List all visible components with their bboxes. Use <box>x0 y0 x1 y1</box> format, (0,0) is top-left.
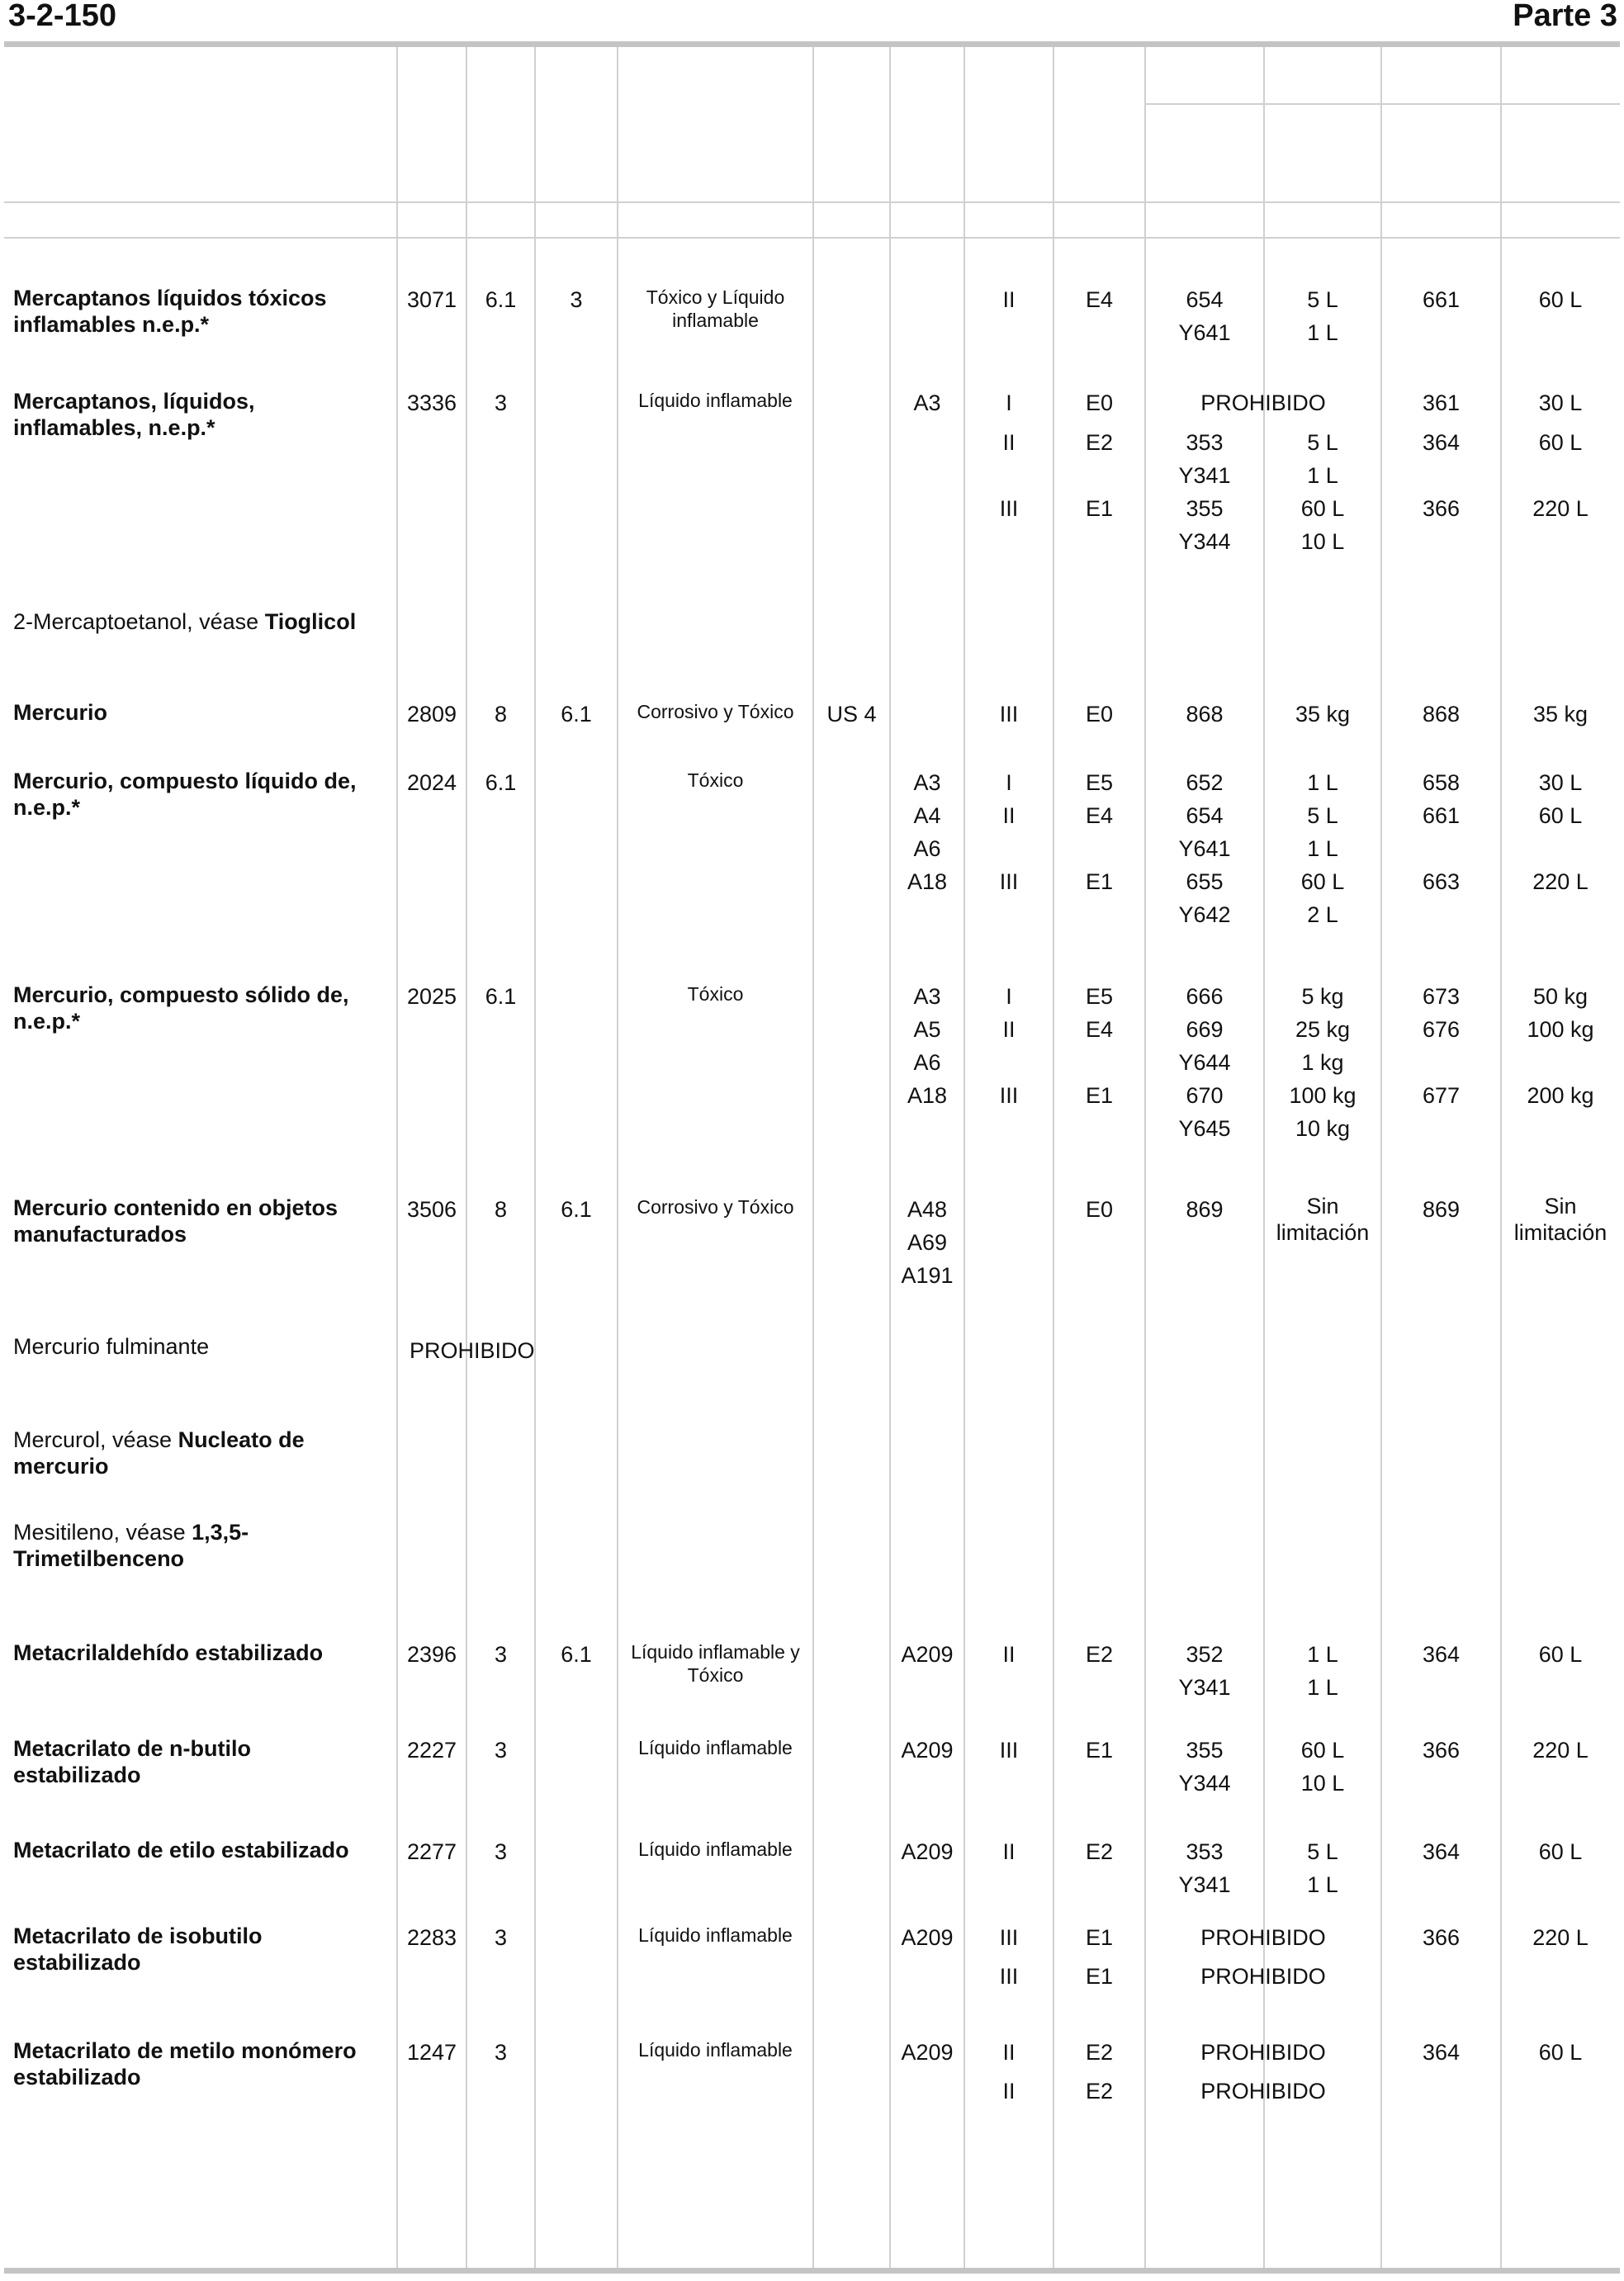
cargo-packing-instruction: 364 <box>1422 2040 1461 2065</box>
hazard-labels: Líquido inflamable <box>638 1737 793 1758</box>
header-col-11 <box>1264 50 1381 200</box>
packing-group: II <box>1002 2040 1016 2065</box>
class-division: 8 <box>494 702 508 726</box>
forbidden-passenger: PROHIBIDO <box>1200 1964 1326 1989</box>
pax-packing-instruction: Y641 <box>1178 836 1231 861</box>
cargo-packing-instruction: 673 <box>1422 984 1461 1009</box>
pax-packing-instruction: 669 <box>1186 1017 1224 1042</box>
header-col-1 <box>4 50 397 200</box>
cargo-max-quantity: 220 L <box>1532 1925 1588 1950</box>
pax-max-quantity: 1 kg <box>1301 1050 1344 1075</box>
header-col-9 <box>1053 50 1145 200</box>
packing-group: III <box>999 1083 1019 1108</box>
see-prefix: Mercurol, véase <box>13 1427 178 1452</box>
cargo-max-quantity: 100 kg <box>1527 1017 1594 1042</box>
packing-group: III <box>999 496 1019 521</box>
packing-group: II <box>1002 287 1016 312</box>
pax-packing-instruction: 666 <box>1186 984 1224 1009</box>
excepted-quantity: E4 <box>1085 1017 1114 1042</box>
pax-max-quantity: 1 L <box>1307 1675 1338 1700</box>
excepted-quantity: E4 <box>1085 287 1114 312</box>
entry-name: Metacrilaldehído estabilizado <box>13 1640 324 1665</box>
un-number: 3506 <box>406 1197 457 1222</box>
pax-packing-instruction: 654 <box>1186 287 1224 312</box>
hazard-labels: Líquido inflamable <box>638 1839 793 1860</box>
un-number: 2277 <box>406 1839 457 1864</box>
cargo-packing-instruction: 361 <box>1422 390 1461 415</box>
entry-name: Metacrilato de isobutilo estabilizado <box>13 1924 263 1975</box>
cargo-max-quantity: 220 L <box>1532 1738 1588 1763</box>
un-number: 2283 <box>406 1925 457 1950</box>
pax-packing-instruction: Y641 <box>1178 320 1231 345</box>
excepted-quantity: E1 <box>1085 1964 1114 1989</box>
special-provision: A5 <box>913 1017 941 1042</box>
excepted-quantity: E1 <box>1085 869 1114 894</box>
hazard-labels: Corrosivo y Tóxico <box>637 701 794 722</box>
subsidiary-hazard: 6.1 <box>561 1642 592 1667</box>
packing-group: II <box>1002 2079 1016 2104</box>
pax-packing-instruction: 352 <box>1186 1642 1224 1667</box>
hazard-labels: Tóxico <box>687 769 744 791</box>
class-division: 6.1 <box>485 770 517 795</box>
class-division: 3 <box>494 390 508 415</box>
pax-max-quantity: 2 L <box>1307 902 1338 927</box>
forbidden-passenger: PROHIBIDO <box>1200 2079 1326 2104</box>
special-provision: A6 <box>913 1050 941 1075</box>
cargo-max-quantity: 50 kg <box>1532 984 1588 1009</box>
cargo-max-quantity: 60 L <box>1538 430 1583 455</box>
excepted-quantity: E0 <box>1085 702 1114 726</box>
excepted-quantity: E1 <box>1085 1925 1114 1950</box>
special-provision: A191 <box>901 1263 954 1288</box>
pax-max-quantity: 5 L <box>1307 430 1338 455</box>
special-provision: A209 <box>901 2040 954 2065</box>
hazard-labels: Líquido inflamable <box>638 390 793 411</box>
pax-max-quantity: 100 kg <box>1289 1083 1356 1108</box>
special-provision: A4 <box>913 803 941 828</box>
cargo-max-quantity: 60 L <box>1538 803 1583 828</box>
special-provision: A18 <box>907 1083 948 1108</box>
subsidiary-hazard: 3 <box>570 287 583 312</box>
entry-name: Mercaptanos líquidos tóxicos inflamables n.e.p.* <box>13 286 327 337</box>
pax-max-quantity: 5 L <box>1307 803 1338 828</box>
cargo-packing-instruction: 366 <box>1422 1738 1461 1763</box>
entry-name: Mercurio, compuesto líquido de, n.e.p.* <box>13 769 357 820</box>
header-col-6 <box>813 50 890 200</box>
pax-packing-instruction: 654 <box>1186 803 1224 828</box>
cargo-packing-instruction: 663 <box>1422 869 1461 894</box>
header-col-12 <box>1381 50 1501 200</box>
pax-packing-instruction: 353 <box>1186 430 1224 455</box>
pax-max-quantity: 1 L <box>1307 320 1338 345</box>
class-division: 3 <box>494 1925 508 1950</box>
cargo-packing-instruction: 364 <box>1422 1839 1461 1864</box>
cargo-max-quantity: 220 L <box>1532 869 1588 894</box>
cargo-max-quantity: 200 kg <box>1527 1083 1594 1108</box>
header-col-4 <box>535 50 618 200</box>
un-number: 3336 <box>406 390 457 415</box>
see-target: Tioglicol <box>264 609 357 634</box>
pax-max-quantity: 10 L <box>1300 529 1345 554</box>
packing-group: I <box>1006 770 1012 795</box>
pax-max-quantity: 60 L <box>1300 496 1345 521</box>
pax-packing-instruction: 655 <box>1186 869 1224 894</box>
header-col-3 <box>466 50 535 200</box>
un-number: 2025 <box>406 984 457 1009</box>
pax-max-quantity: 1 L <box>1307 463 1338 488</box>
cargo-packing-instruction: 869 <box>1422 1197 1461 1222</box>
pax-max-quantity: 10 L <box>1300 1771 1345 1796</box>
packing-group: II <box>1002 430 1016 455</box>
un-number: 2227 <box>406 1738 457 1763</box>
class-division: 6.1 <box>485 984 517 1009</box>
hazard-labels: Líquido inflamable <box>638 1924 793 1946</box>
cargo-max-quantity: 35 kg <box>1532 702 1588 726</box>
packing-group: II <box>1002 803 1016 828</box>
prohibited-text: PROHIBIDO <box>410 1338 535 1363</box>
pax-max-quantity: Sin limitación <box>1276 1194 1370 1245</box>
cargo-packing-instruction: 661 <box>1422 287 1461 312</box>
packing-group: III <box>999 1738 1019 1763</box>
hazard-labels: Líquido inflamable y Tóxico <box>631 1641 800 1686</box>
pax-max-quantity: 1 L <box>1307 770 1338 795</box>
pax-max-quantity: 60 L <box>1300 1738 1345 1763</box>
special-provision: A209 <box>901 1839 954 1864</box>
cargo-packing-instruction: 661 <box>1422 803 1461 828</box>
special-provision: A18 <box>907 869 948 894</box>
packing-group: I <box>1006 984 1012 1009</box>
excepted-quantity: E2 <box>1085 1839 1114 1864</box>
un-number: 2809 <box>406 702 457 726</box>
header-col-8 <box>964 50 1053 200</box>
pax-packing-instruction: Y644 <box>1178 1050 1231 1075</box>
excepted-quantity: E0 <box>1085 1197 1114 1222</box>
header-divider <box>4 237 1620 239</box>
forbidden-passenger: PROHIBIDO <box>1200 2040 1326 2065</box>
pax-max-quantity: 1 L <box>1307 1642 1338 1667</box>
pax-max-quantity: 1 L <box>1307 1872 1338 1897</box>
see-reference <box>13 1427 376 1479</box>
cargo-max-quantity: 220 L <box>1532 496 1588 521</box>
packing-group: II <box>1002 1642 1016 1667</box>
entry-name: Metacrilato de n-butilo estabilizado <box>13 1736 252 1787</box>
packing-group: III <box>999 702 1019 726</box>
bottom-rule <box>4 2268 1620 2274</box>
class-division: 6.1 <box>485 287 517 312</box>
excepted-quantity: E2 <box>1085 2040 1114 2065</box>
excepted-quantity: E5 <box>1085 984 1114 1009</box>
packing-group: II <box>1002 1839 1016 1864</box>
entry-name: Mercurio fulminante <box>13 1334 210 1359</box>
entry-name: Mercurio contenido en objetos manufacturados <box>13 1195 339 1247</box>
pax-packing-instruction: Y344 <box>1178 529 1231 554</box>
top-rule <box>4 41 1620 47</box>
cargo-packing-instruction: 364 <box>1422 1642 1461 1667</box>
pax-packing-instruction: 868 <box>1186 702 1224 726</box>
class-division: 3 <box>494 1839 508 1864</box>
header-col-7 <box>890 50 964 200</box>
special-provision: A3 <box>913 390 941 415</box>
pax-max-quantity: 60 L <box>1300 869 1345 894</box>
excepted-quantity: E2 <box>1085 1642 1114 1667</box>
pax-packing-instruction: Y341 <box>1178 463 1231 488</box>
special-provision: A3 <box>913 984 941 1009</box>
packing-group: I <box>1006 390 1012 415</box>
pax-packing-instruction: Y341 <box>1178 1872 1231 1897</box>
cargo-max-quantity: 60 L <box>1538 2040 1583 2065</box>
cargo-packing-instruction: 676 <box>1422 1017 1461 1042</box>
hazard-labels: Líquido inflamable <box>638 2039 793 2061</box>
pax-packing-instruction: 869 <box>1186 1197 1224 1222</box>
see-target: 1,3,5-Trimetilbenceno <box>13 1520 249 1571</box>
excepted-quantity: E2 <box>1085 2079 1114 2104</box>
pax-packing-instruction: 652 <box>1186 770 1224 795</box>
entry-name: Metacrilato de metilo monómero estabilizado <box>13 2038 357 2089</box>
pax-max-quantity: 5 kg <box>1301 984 1344 1009</box>
entry-name: Mercurio <box>13 700 108 725</box>
hazard-labels: Corrosivo y Tóxico <box>637 1196 794 1218</box>
hazard-labels: Tóxico y Líquido inflamable <box>646 286 785 331</box>
class-division: 3 <box>494 1738 508 1763</box>
un-number: 2024 <box>406 770 457 795</box>
cargo-max-quantity: Sin limitación <box>1513 1194 1607 1245</box>
see-reference <box>13 1519 376 1572</box>
pax-packing-instruction: Y642 <box>1178 902 1231 927</box>
see-target: Nucleato de mercurio <box>13 1427 305 1479</box>
un-number: 2396 <box>406 1642 457 1667</box>
pax-packing-instruction: 353 <box>1186 1839 1224 1864</box>
forbidden-passenger: PROHIBIDO <box>1200 1925 1326 1950</box>
header-col-5 <box>618 50 813 200</box>
cargo-packing-instruction: 868 <box>1422 702 1461 726</box>
packing-group: III <box>999 869 1019 894</box>
subsidiary-hazard: 6.1 <box>561 702 592 726</box>
header-col-2 <box>397 50 466 200</box>
special-provision: A69 <box>907 1230 948 1255</box>
packing-group: II <box>1002 1017 1016 1042</box>
cargo-max-quantity: 60 L <box>1538 1642 1583 1667</box>
cargo-max-quantity: 60 L <box>1538 287 1583 312</box>
special-provision: A6 <box>913 836 941 861</box>
see-prefix: Mesitileno, véase <box>13 1520 192 1545</box>
forbidden-passenger: PROHIBIDO <box>1200 390 1326 415</box>
pax-max-quantity: 25 kg <box>1295 1017 1351 1042</box>
special-provision: A209 <box>901 1738 954 1763</box>
excepted-quantity: E2 <box>1085 430 1114 455</box>
pax-packing-instruction: Y645 <box>1178 1116 1231 1141</box>
class-division: 3 <box>494 1642 508 1667</box>
class-division: 8 <box>494 1197 508 1222</box>
excepted-quantity: E5 <box>1085 770 1114 795</box>
page-part: Parte 3 <box>1513 0 1617 33</box>
pax-max-quantity: 5 L <box>1307 1839 1338 1864</box>
special-provision: A209 <box>901 1642 954 1667</box>
excepted-quantity: E0 <box>1085 390 1114 415</box>
pax-max-quantity: 5 L <box>1307 287 1338 312</box>
packing-group: III <box>999 1964 1019 1989</box>
state-variation: US 4 <box>826 702 877 726</box>
pax-max-quantity: 10 kg <box>1295 1116 1351 1141</box>
header-col-13 <box>1501 50 1620 200</box>
pax-packing-instruction: Y341 <box>1178 1675 1231 1700</box>
class-division: 3 <box>494 2040 508 2065</box>
special-provision: A209 <box>901 1925 954 1950</box>
cargo-packing-instruction: 366 <box>1422 496 1461 521</box>
subsidiary-hazard: 6.1 <box>561 1197 592 1222</box>
entry-name: Metacrilato de etilo estabilizado <box>13 1838 349 1862</box>
cargo-packing-instruction: 677 <box>1422 1083 1461 1108</box>
cargo-packing-instruction: 658 <box>1422 770 1461 795</box>
un-number: 1247 <box>406 2040 457 2065</box>
header-divider <box>4 201 1620 203</box>
pax-packing-instruction: Y344 <box>1178 1771 1231 1796</box>
special-provision: A3 <box>913 770 941 795</box>
excepted-quantity: E1 <box>1085 1083 1114 1108</box>
pax-packing-instruction: 355 <box>1186 496 1224 521</box>
header-col-10 <box>1145 50 1264 200</box>
special-provision: A48 <box>907 1197 948 1222</box>
un-number: 3071 <box>406 287 457 312</box>
page-code: 3-2-150 <box>8 0 116 33</box>
hazard-labels: Tóxico <box>687 983 744 1005</box>
entry-name: Mercurio, compuesto sólido de, n.e.p.* <box>13 982 349 1034</box>
pax-max-quantity: 35 kg <box>1295 702 1351 726</box>
cargo-packing-instruction: 366 <box>1422 1925 1461 1950</box>
cargo-packing-instruction: 364 <box>1422 430 1461 455</box>
excepted-quantity: E4 <box>1085 803 1114 828</box>
excepted-quantity: E1 <box>1085 496 1114 521</box>
entry-name: Mercaptanos, líquidos, inflamables, n.e.p.* <box>13 389 255 440</box>
cargo-max-quantity: 30 L <box>1538 770 1583 795</box>
pax-packing-instruction: 355 <box>1186 1738 1224 1763</box>
see-reference <box>13 608 376 635</box>
see-prefix: 2-Mercaptoetanol, véase <box>13 609 265 634</box>
excepted-quantity: E1 <box>1085 1738 1114 1763</box>
pax-max-quantity: 1 L <box>1307 836 1338 861</box>
pax-packing-instruction: 670 <box>1186 1083 1224 1108</box>
cargo-max-quantity: 30 L <box>1538 390 1583 415</box>
cargo-max-quantity: 60 L <box>1538 1839 1583 1864</box>
packing-group: III <box>999 1925 1019 1950</box>
